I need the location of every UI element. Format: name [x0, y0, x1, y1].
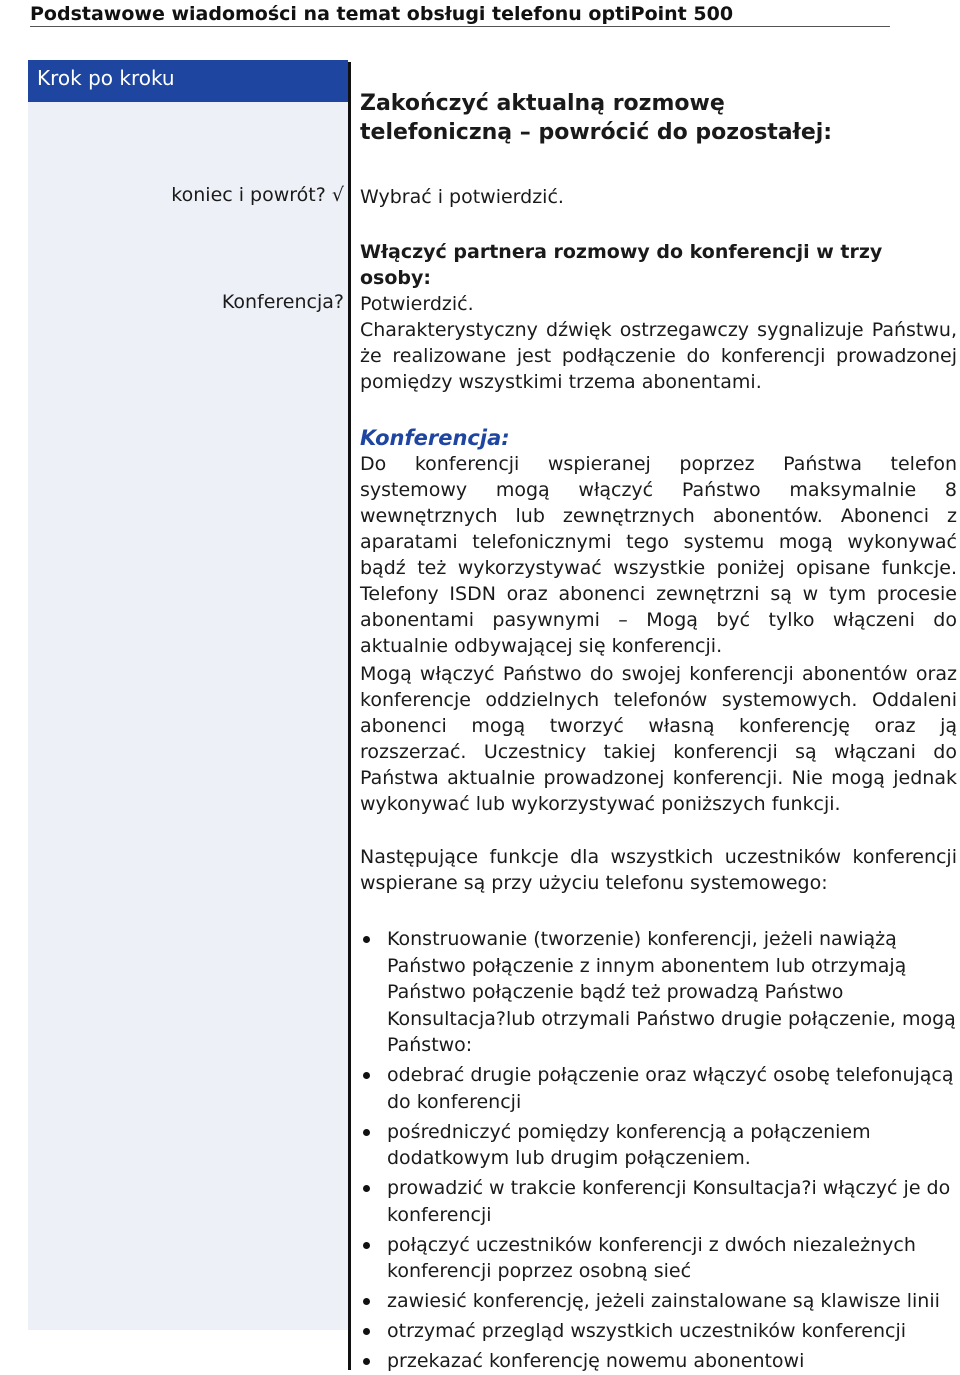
bullet-icon — [363, 1185, 370, 1192]
list-item-text: pośredniczyć pomiędzy konferencją a połączeniem dodatkowym lub drugim połączeniem. — [387, 1120, 871, 1169]
list-item — [360, 1348, 957, 1375]
bullet-icon — [363, 1358, 370, 1365]
step-confirm: Potwierdzić. — [360, 293, 474, 315]
bullet-icon — [363, 1129, 370, 1136]
list-item — [360, 1062, 957, 1115]
paragraph-conference-1: Do konferencji wspieranej poprzez Państwa telefon systemowy mogą włączyć Państwo maksymalnie 8 wewnętrznych lub zewnętrznych abonentów. Abonenci z aparatami telefonicznymi tego systemu mogą wykonywać bądź też wykorzystywać wszystkie poniżej opisane funkcje. Telefony ISDN oraz abonenci zewnętrzni są w tym procesie abonentami pasywnymi – Mogą być tylko włączeni do aktualnie odbywającej się konferencji. — [360, 453, 957, 657]
list-item — [360, 1288, 957, 1315]
page-header — [30, 2, 890, 27]
list-item — [360, 1318, 957, 1345]
sidebar-label-konferencja: Konferencja? — [221, 291, 344, 313]
feature-list — [360, 926, 957, 1375]
sidebar-label-koniec: koniec i powrót? √ — [171, 184, 344, 206]
heading-conference-three: Włączyć partnera rozmowy do konferencji w trzy osoby: — [360, 241, 883, 289]
bullet-icon — [363, 1298, 370, 1305]
section-title-konferencja: Konferencja: — [360, 426, 510, 450]
list-item-text: zawiesić konferencję, jeżeli zainstalowane są klawisze linii — [387, 1290, 940, 1312]
list-item — [360, 926, 957, 1059]
list-item-text: odebrać drugie połączenie oraz włączyć osobę telefonującą do konferencji — [387, 1064, 954, 1113]
list-item-text: połączyć uczestników konferencji z dwóch niezależnych konferencji poprzez osobną sieć — [387, 1233, 916, 1282]
column-divider — [348, 62, 351, 1370]
list-item — [360, 1119, 957, 1172]
list-item-text: przekazać konferencję nowemu abonentowi — [387, 1350, 805, 1372]
list-item-text: prowadzić w trakcie konferencji Konsultacja?i włączyć je do konferencji — [387, 1177, 951, 1226]
step-select-confirm: Wybrać i potwierdzić. — [360, 186, 564, 208]
paragraph-conference-3: Następujące funkcje dla wszystkich uczestników konferencji wspierane są przy użyciu telefonu systemowego: — [360, 846, 957, 894]
heading-end-call: Zakończyć aktualną rozmowę telefoniczną – powrócić do pozostałej: — [360, 91, 833, 145]
step-confirm-description: Charakterystyczny dźwięk ostrzegawczy sygnalizuje Państwu, że realizowane jest podłączenie do konferencji prowadzonej pomiędzy wszystkimi trzema abonentami. — [360, 319, 957, 393]
bullet-icon — [363, 1328, 370, 1335]
bullet-icon — [363, 1072, 370, 1079]
paragraph-conference-2: Mogą włączyć Państwo do swojej konferencji abonentów oraz konferencje oddzielnych telefonów systemowych. Oddaleni abonenci mogą tworzyć własną konferencję oraz ją rozszerzać. Uczestnicy takiej konferencji są włączani do Państwa aktualnie prowadzonej konferencji. Nie mogą jednak wykonywać lub wykorzystywać poniższych funkcji. — [360, 663, 957, 815]
sidebar-title: Krok po kroku — [28, 60, 348, 102]
list-item — [360, 1175, 957, 1228]
page-header-title: Podstawowe wiadomości na temat obsługi telefonu optiPoint 500 — [30, 3, 734, 25]
sidebar — [28, 60, 348, 1330]
bullet-icon — [363, 1242, 370, 1249]
bullet-icon — [363, 936, 370, 943]
list-item — [360, 1232, 957, 1285]
list-item-text: Konstruowanie (tworzenie) konferencji, jeżeli nawiążą Państwo połączenie z innym abonentem lub otrzymają Państwo połączenie bądź też prowadzą Państwo Konsultacja?lub otrzymali Państwo drugie połączenie, mogą Państwo: — [387, 928, 956, 1056]
list-item-text: otrzymać przegląd wszystkich uczestników konferencji — [387, 1320, 907, 1342]
